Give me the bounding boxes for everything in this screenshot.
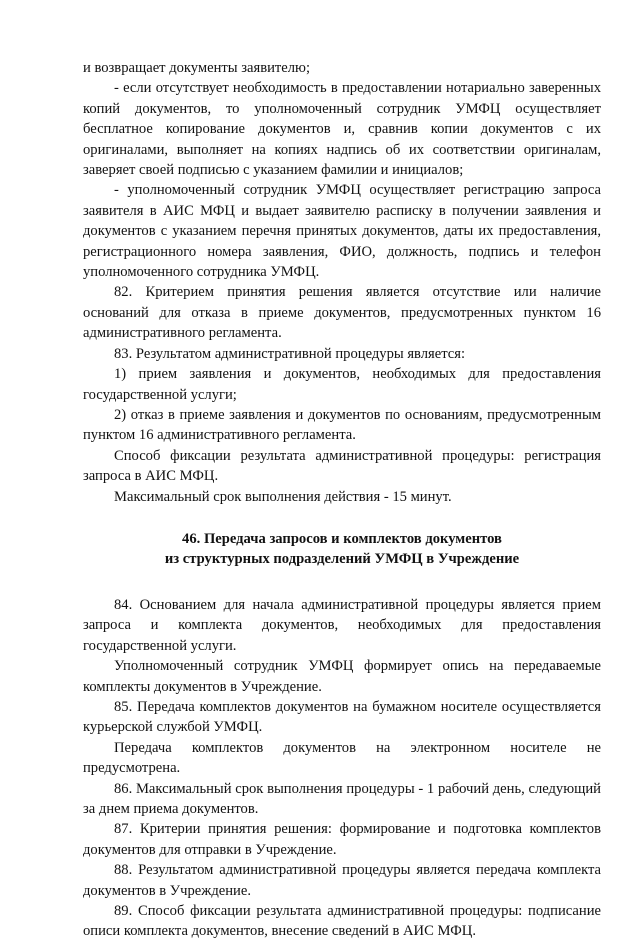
section-heading-line-2: из структурных подразделений УМФЦ в Учреждение [164, 550, 520, 567]
paragraph: 84. Основанием для начала административной процедуры является прием запроса и комплекта документов, необходимых для предоставления государственной услуги. [83, 596, 601, 654]
paragraph: и возвращает документы заявителю; [83, 60, 311, 76]
paragraph: - если отсутствует необходимость в предоставлении нотариально заверенных копий документов, то уполномоченный сотрудник УМФЦ осуществляет бесплатное копирование документов и, сравнив копии документов с их оригиналами, выполняет на копиях надпись об их соответствии оригиналам, заверяет своей подписью с указанием фамилии и инициалов; [83, 80, 601, 179]
paragraph: 87. Критерии принятия решения: формирование и подготовка комплектов документов для отправки в Учреждение. [83, 821, 601, 858]
paragraph: 89. Способ фиксации результата административной процедуры: подписание описи комплекта документов, внесение сведений в АИС МФЦ. [83, 903, 601, 940]
section-heading-line-1: 46. Передача запросов и комплектов документов [182, 530, 502, 547]
paragraph: 85. Передача комплектов документов на бумажном носителе осуществляется курьерской службой УМФЦ. [83, 698, 601, 736]
paragraph: Способ фиксации результата административной процедуры: регистрация запроса в АИС МФЦ. [83, 447, 601, 485]
paragraph: Уполномоченный сотрудник УМФЦ формирует опись на передаваемые комплекты документов в Учреждение. [83, 658, 601, 695]
spacer [83, 507, 601, 529]
paragraph: 88. Результатом административной процедуры является передача комплекта документов в Учреждение. [83, 862, 601, 899]
paragraph: 2) отказ в приеме заявления и документов по основаниям, предусмотренным пунктом 16 административного регламента. [83, 406, 601, 444]
paragraph: 83. Результатом административной процедуры является: [114, 345, 466, 362]
paragraph: 82. Критерием принятия решения является отсутствие или наличие оснований для отказа в приеме документов, предусмотренных пунктом 16 административного регламента. [83, 284, 601, 342]
document-page [83, 58, 601, 942]
spacer [83, 569, 601, 595]
paragraph: - уполномоченный сотрудник УМФЦ осуществляет регистрацию запроса заявителя в АИС МФЦ и выдает заявителю расписку в получении заявления и документов с указанием перечня принятых документов, даты их предоставления, регистрационного номера заявления, ФИО, должность, подпись и телефон уполномоченного сотрудника УМФЦ. [83, 182, 601, 281]
paragraph: 86. Максимальный срок выполнения процедуры - 1 рабочий день, следующий за днем приема документов. [83, 780, 601, 817]
paragraph: Максимальный срок выполнения действия - 15 минут. [114, 488, 452, 505]
paragraph: Передача комплектов документов на электронном носителе не предусмотрена. [83, 739, 601, 777]
paragraph: 1) прием заявления и документов, необходимых для предоставления государственной услуги; [83, 366, 601, 403]
